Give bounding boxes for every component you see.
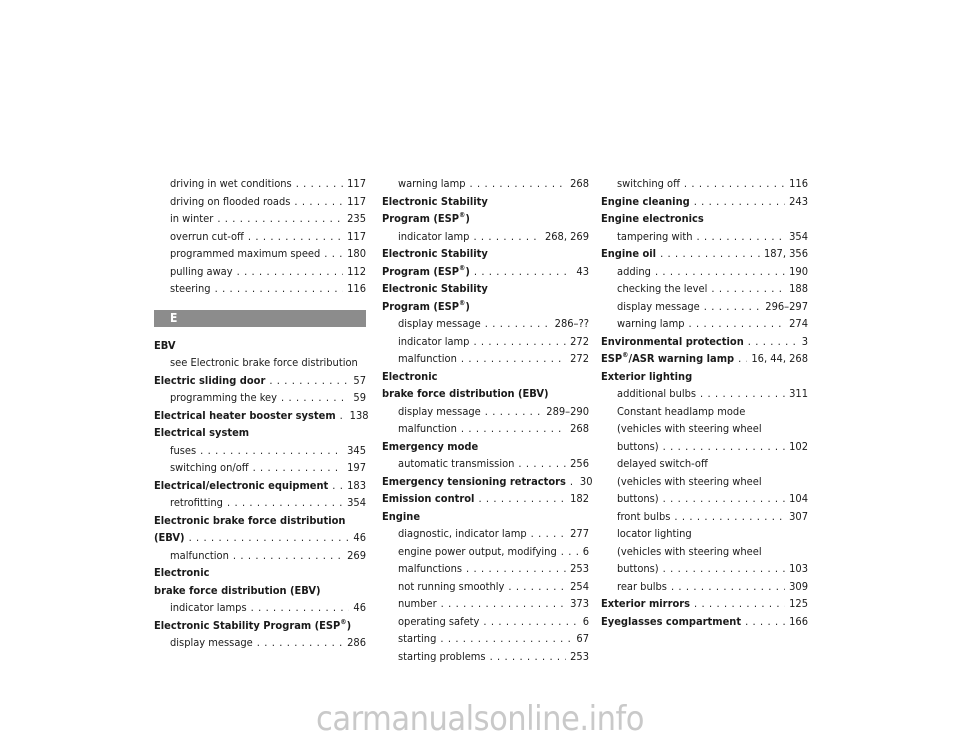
index-subentry — [382, 333, 589, 351]
entry-text: rear bulbs — [617, 579, 667, 593]
entry-text: (vehicles with steering wheel — [617, 474, 762, 488]
page-reference[interactable]: 274 — [789, 317, 808, 330]
index-entry — [601, 613, 808, 631]
dot-leader — [570, 473, 576, 491]
dot-leader — [470, 175, 567, 193]
entry-text: tampering with — [617, 229, 693, 243]
page-reference[interactable]: 188 — [789, 282, 808, 295]
entry-text: steering — [170, 282, 211, 295]
entry-text: Electronic Stability — [382, 247, 488, 260]
page-reference[interactable]: 272 — [570, 352, 589, 365]
page-reference[interactable]: 30 — [579, 474, 593, 488]
dot-leader — [294, 193, 343, 211]
index-subentry — [382, 560, 589, 578]
dot-leader — [257, 634, 343, 652]
dot-leader — [663, 490, 785, 508]
entry-text: malfunctions — [398, 562, 463, 575]
index-subentry — [154, 193, 366, 211]
section-letter: E — [170, 310, 178, 325]
entry-text: display message — [617, 299, 700, 313]
dot-leader — [694, 595, 785, 613]
page-reference[interactable]: 253 — [570, 562, 589, 575]
index-subentry — [601, 175, 808, 193]
page-reference[interactable]: 67 — [576, 632, 589, 645]
entry-text: Electrical system — [154, 426, 250, 439]
index-subentry — [382, 543, 589, 561]
page-reference[interactable]: 43 — [576, 264, 589, 278]
index-subentry — [601, 560, 808, 578]
dot-leader — [441, 595, 566, 613]
entry-text: display message — [170, 636, 253, 649]
page-reference[interactable]: 46 — [353, 601, 366, 614]
entry-text: malfunction — [398, 352, 457, 365]
index-subentry — [601, 403, 808, 421]
entry-text: programming the key — [170, 391, 277, 404]
index-group-e — [154, 337, 369, 652]
index-subentry — [382, 648, 589, 666]
index-entry — [382, 280, 589, 298]
page-reference[interactable]: 268, 269 — [544, 229, 589, 243]
entry-text: Electronic — [382, 369, 438, 383]
index-subentry — [601, 438, 808, 456]
index-subentry — [154, 228, 366, 246]
index-subentry — [601, 578, 808, 596]
index-entry — [601, 350, 808, 368]
page-reference[interactable]: 138 — [349, 408, 369, 422]
page-reference[interactable]: 112 — [347, 264, 366, 278]
page-reference[interactable]: 277 — [570, 527, 589, 540]
page-reference[interactable]: 311 — [789, 387, 808, 400]
index-entry — [154, 582, 366, 600]
entry-text: Emergency mode — [382, 439, 479, 453]
entry-text: Emission control — [382, 492, 475, 505]
index-entry — [382, 490, 589, 508]
page-reference[interactable]: 116 — [789, 177, 808, 190]
dot-leader — [253, 459, 344, 477]
page-reference[interactable]: 253 — [570, 649, 589, 663]
dot-leader — [248, 228, 343, 246]
index-subentry — [154, 175, 366, 193]
dot-leader — [483, 613, 578, 631]
entry-text: programmed maximum speed — [170, 247, 321, 260]
entry-text: checking the level — [617, 282, 708, 295]
entry-text: pulling away — [170, 264, 233, 278]
entry-text: Electrical/electronic equipment — [154, 478, 329, 492]
dot-leader — [711, 280, 785, 298]
dot-leader — [561, 543, 579, 561]
index-subentry — [601, 315, 808, 333]
footer-watermark — [0, 696, 960, 742]
index-subentry — [382, 315, 589, 333]
entry-text: Engine electronics — [601, 212, 704, 225]
dot-leader — [200, 442, 343, 460]
page-reference[interactable]: 268 — [570, 177, 589, 190]
entry-text: see Electronic brake force distribution — [170, 356, 358, 369]
page-reference[interactable]: 296–297 — [765, 299, 808, 313]
entry-text: Environmental protection — [601, 334, 744, 348]
index-entry — [382, 368, 589, 386]
page-reference[interactable]: 373 — [570, 597, 589, 610]
index-entry — [154, 529, 366, 547]
page-reference[interactable]: 197 — [347, 461, 366, 474]
dot-leader — [466, 560, 566, 578]
index-entry — [382, 210, 589, 228]
dot-leader — [473, 228, 540, 246]
page-reference[interactable]: 309 — [789, 579, 808, 593]
page-reference[interactable]: 286–?? — [554, 317, 589, 330]
entry-text: locator lighting — [617, 527, 692, 540]
dot-leader — [745, 613, 785, 631]
page-reference[interactable]: 117 — [347, 229, 366, 243]
index-subentry — [382, 228, 589, 246]
entry-text: switching on/off — [170, 461, 249, 474]
entry-text: (vehicles with steering wheel — [617, 544, 762, 558]
entry-text: display message — [398, 317, 481, 330]
dot-leader — [217, 210, 343, 228]
page-reference[interactable]: 289–290 — [546, 404, 589, 418]
entry-text: Engine oil — [601, 247, 657, 260]
dot-leader — [660, 245, 760, 263]
index-subentry — [601, 228, 808, 246]
entry-text: buttons) — [617, 492, 659, 505]
entry-text: Program (ESP®) — [382, 263, 470, 278]
index-entry — [382, 473, 593, 491]
entry-text: warning lamp — [398, 177, 466, 190]
index-subentry — [154, 442, 366, 460]
entry-text: Program (ESP®) — [382, 298, 470, 313]
entry-text: ESP®/ASR warning lamp — [601, 351, 735, 365]
page-reference[interactable]: 180 — [347, 247, 366, 260]
dot-leader — [663, 560, 785, 578]
entry-text: retrofitting — [170, 496, 223, 509]
page-reference[interactable]: 103 — [789, 562, 808, 575]
dot-leader — [531, 525, 566, 543]
page-reference[interactable]: 269 — [347, 548, 366, 562]
entry-text: brake force distribution (EBV) — [154, 583, 321, 597]
page-reference[interactable]: 190 — [789, 264, 808, 278]
page-reference[interactable]: 354 — [347, 496, 366, 509]
page-reference[interactable]: 6 — [582, 614, 589, 628]
entry-text: starting — [398, 632, 437, 645]
entry-text: malfunction — [398, 422, 457, 435]
index-entry — [601, 210, 808, 228]
dot-leader — [485, 403, 543, 421]
index-subentry — [154, 354, 366, 372]
entry-text: fuses — [170, 443, 197, 457]
index-subentry — [154, 280, 366, 298]
index-column-3 — [601, 175, 808, 630]
index-subentry — [154, 389, 366, 407]
index-subentry — [382, 420, 589, 438]
dot-leader — [340, 407, 346, 425]
dot-leader — [689, 315, 786, 333]
index-subentry — [382, 630, 589, 648]
entry-text: Engine cleaning — [601, 194, 690, 208]
section-letter-bar — [154, 310, 366, 327]
dot-leader — [748, 333, 798, 351]
dot-leader — [474, 263, 573, 281]
index-subentry — [382, 403, 589, 421]
page-reference[interactable]: 286 — [347, 636, 366, 649]
dot-leader — [663, 438, 785, 456]
dot-leader — [237, 263, 344, 281]
dot-leader — [324, 245, 343, 263]
index-entry — [154, 337, 366, 355]
page-reference[interactable]: 59 — [353, 391, 366, 404]
dot-leader — [738, 350, 747, 368]
entry-text: Electronic Stability Program (ESP®) — [154, 617, 352, 632]
entry-text: front bulbs — [617, 509, 671, 523]
index-entry — [382, 298, 589, 316]
index-group — [382, 175, 593, 665]
index-subentry — [154, 459, 366, 477]
page-reference[interactable]: 117 — [347, 194, 366, 208]
page-reference[interactable]: 254 — [570, 579, 589, 593]
entry-text: buttons) — [617, 562, 659, 575]
index-subentry — [382, 175, 589, 193]
entry-text: indicator lamp — [398, 334, 470, 348]
dot-leader — [684, 175, 785, 193]
index-subentry — [382, 525, 589, 543]
page-reference[interactable]: 256 — [570, 457, 589, 470]
page-reference[interactable]: 345 — [347, 443, 366, 457]
index-subentry — [601, 298, 808, 316]
entry-text: Exterior lighting — [601, 369, 693, 383]
entry-text: Emergency tensioning retractors — [382, 474, 566, 488]
entry-text: diagnostic, indicator lamp — [398, 527, 527, 540]
index-entry — [601, 333, 808, 351]
dot-leader — [674, 508, 785, 526]
page-reference[interactable]: 3 — [801, 334, 808, 348]
entry-text: Electric sliding door — [154, 373, 266, 387]
index-entry — [154, 512, 366, 530]
page-reference[interactable]: 166 — [789, 614, 808, 628]
index-group — [601, 175, 808, 630]
entry-text: buttons) — [617, 439, 659, 453]
page-reference[interactable]: 116 — [347, 282, 366, 295]
entry-text: malfunction — [170, 548, 229, 562]
entry-text: display message — [398, 404, 481, 418]
index-subentry — [601, 280, 808, 298]
dot-leader — [227, 494, 343, 512]
page-reference[interactable]: 272 — [570, 334, 589, 348]
index-subentry — [154, 547, 366, 565]
dot-leader — [696, 228, 785, 246]
index-column-2 — [382, 175, 593, 665]
index-subentry — [154, 210, 366, 228]
index-subentry — [601, 420, 808, 438]
index-subentry — [382, 578, 589, 596]
index-subentry — [154, 634, 366, 652]
dot-leader — [296, 175, 343, 193]
page-reference[interactable]: 235 — [347, 212, 366, 225]
dot-leader — [485, 315, 551, 333]
index-entry — [601, 245, 808, 263]
entry-text: warning lamp — [617, 317, 685, 330]
entry-text: Electrical heater booster system — [154, 408, 336, 422]
dot-leader — [473, 333, 566, 351]
dot-leader — [700, 385, 785, 403]
dot-leader — [332, 477, 343, 495]
entry-text: (EBV) — [154, 531, 185, 544]
dot-leader — [281, 389, 349, 407]
dot-leader — [233, 547, 343, 565]
watermark-text: carmanualsonline.info — [316, 699, 644, 739]
index-subentry — [601, 263, 808, 281]
entry-text: Engine — [382, 509, 421, 523]
entry-text: brake force distribution (EBV) — [382, 387, 549, 400]
entry-text: operating safety — [398, 614, 480, 628]
page-reference[interactable]: 102 — [789, 439, 808, 453]
page-reference[interactable]: 46 — [353, 531, 366, 544]
entry-text: overrun cut-off — [170, 229, 244, 243]
index-entry — [154, 424, 366, 442]
entry-text: additional bulbs — [617, 387, 697, 400]
page-reference[interactable]: 16, 44, 268 — [751, 352, 808, 365]
entry-text: engine power output, modifying — [398, 544, 557, 558]
index-subentry — [154, 599, 366, 617]
dot-leader — [189, 529, 350, 547]
index-subentry — [154, 245, 366, 263]
entry-text: Electronic brake force distribution — [154, 513, 346, 527]
page-reference[interactable]: 183 — [347, 478, 366, 492]
index-subentry — [382, 595, 589, 613]
index-subentry — [601, 508, 808, 526]
dot-leader — [251, 599, 350, 617]
entry-text: starting problems — [398, 649, 486, 663]
page-reference[interactable]: 268 — [570, 422, 589, 435]
index-subentry — [601, 525, 808, 543]
index-subentry — [382, 350, 589, 368]
dot-leader — [215, 280, 344, 298]
entry-text: switching off — [617, 177, 680, 190]
dot-leader — [518, 455, 566, 473]
page-reference[interactable]: 354 — [789, 229, 808, 243]
dot-leader — [508, 578, 566, 596]
entry-text: delayed switch-off — [617, 457, 708, 470]
entry-text: Constant headlamp mode — [617, 404, 746, 418]
dot-leader — [490, 648, 567, 666]
index-subentry — [382, 455, 589, 473]
page-reference[interactable]: 182 — [570, 492, 589, 505]
index-subentry — [601, 455, 808, 473]
dot-leader — [655, 263, 785, 281]
index-column-1 — [154, 175, 369, 652]
index-entry — [382, 245, 589, 263]
dot-leader — [694, 193, 785, 211]
index-subentry — [382, 613, 589, 631]
entry-text: driving in wet conditions — [170, 177, 292, 190]
entry-text: (vehicles with steering wheel — [617, 422, 762, 435]
entry-text: Electronic Stability — [382, 194, 488, 208]
page-reference[interactable]: 6 — [582, 544, 589, 558]
page-reference[interactable]: 187, 356 — [763, 247, 808, 260]
page-reference[interactable]: 243 — [789, 194, 808, 208]
index-entry — [601, 595, 808, 613]
page-reference[interactable]: 117 — [347, 177, 366, 190]
index-subentry — [601, 473, 808, 491]
entry-text: Program (ESP®) — [382, 211, 470, 225]
index-entry — [601, 193, 808, 211]
index-entry — [382, 508, 589, 526]
entry-text: number — [398, 597, 437, 610]
index-entry — [154, 617, 366, 635]
entry-text: in winter — [170, 212, 214, 225]
index-subentry — [601, 543, 808, 561]
index-subentry — [154, 263, 366, 281]
index-entry — [601, 368, 808, 386]
index-entry — [382, 193, 589, 211]
index-entry — [382, 438, 589, 456]
entry-text: indicator lamp — [398, 229, 470, 243]
index-entry — [382, 385, 589, 403]
index-entry — [154, 372, 366, 390]
page-reference[interactable]: 125 — [789, 597, 808, 610]
index-group-continued — [154, 175, 366, 298]
page-reference[interactable]: 57 — [353, 373, 366, 387]
dot-leader — [704, 298, 762, 316]
entry-text: adding — [617, 264, 651, 278]
index-entry — [154, 564, 366, 582]
dot-leader — [440, 630, 572, 648]
entry-text: driving on flooded roads — [170, 194, 291, 208]
index-subentry — [154, 494, 366, 512]
index-subentry — [601, 490, 808, 508]
index-entry — [154, 407, 369, 425]
dot-leader — [461, 420, 566, 438]
entry-text: indicator lamps — [170, 601, 247, 614]
page-reference[interactable]: 104 — [789, 492, 808, 505]
index-entry — [382, 263, 589, 281]
dot-leader — [671, 578, 785, 596]
dot-leader — [269, 372, 349, 390]
page-reference[interactable]: 307 — [789, 509, 808, 523]
entry-text: Exterior mirrors — [601, 597, 691, 610]
entry-text: EBV — [154, 338, 176, 352]
entry-text: Electronic — [154, 566, 210, 579]
entry-text: Electronic Stability — [382, 282, 488, 295]
index-subentry — [601, 385, 808, 403]
index-entry — [154, 477, 366, 495]
entry-text: Eyeglasses compartment — [601, 614, 742, 628]
dot-leader — [461, 350, 566, 368]
dot-leader — [478, 490, 566, 508]
entry-text: automatic transmission — [398, 457, 515, 470]
entry-text: not running smoothly — [398, 579, 505, 593]
